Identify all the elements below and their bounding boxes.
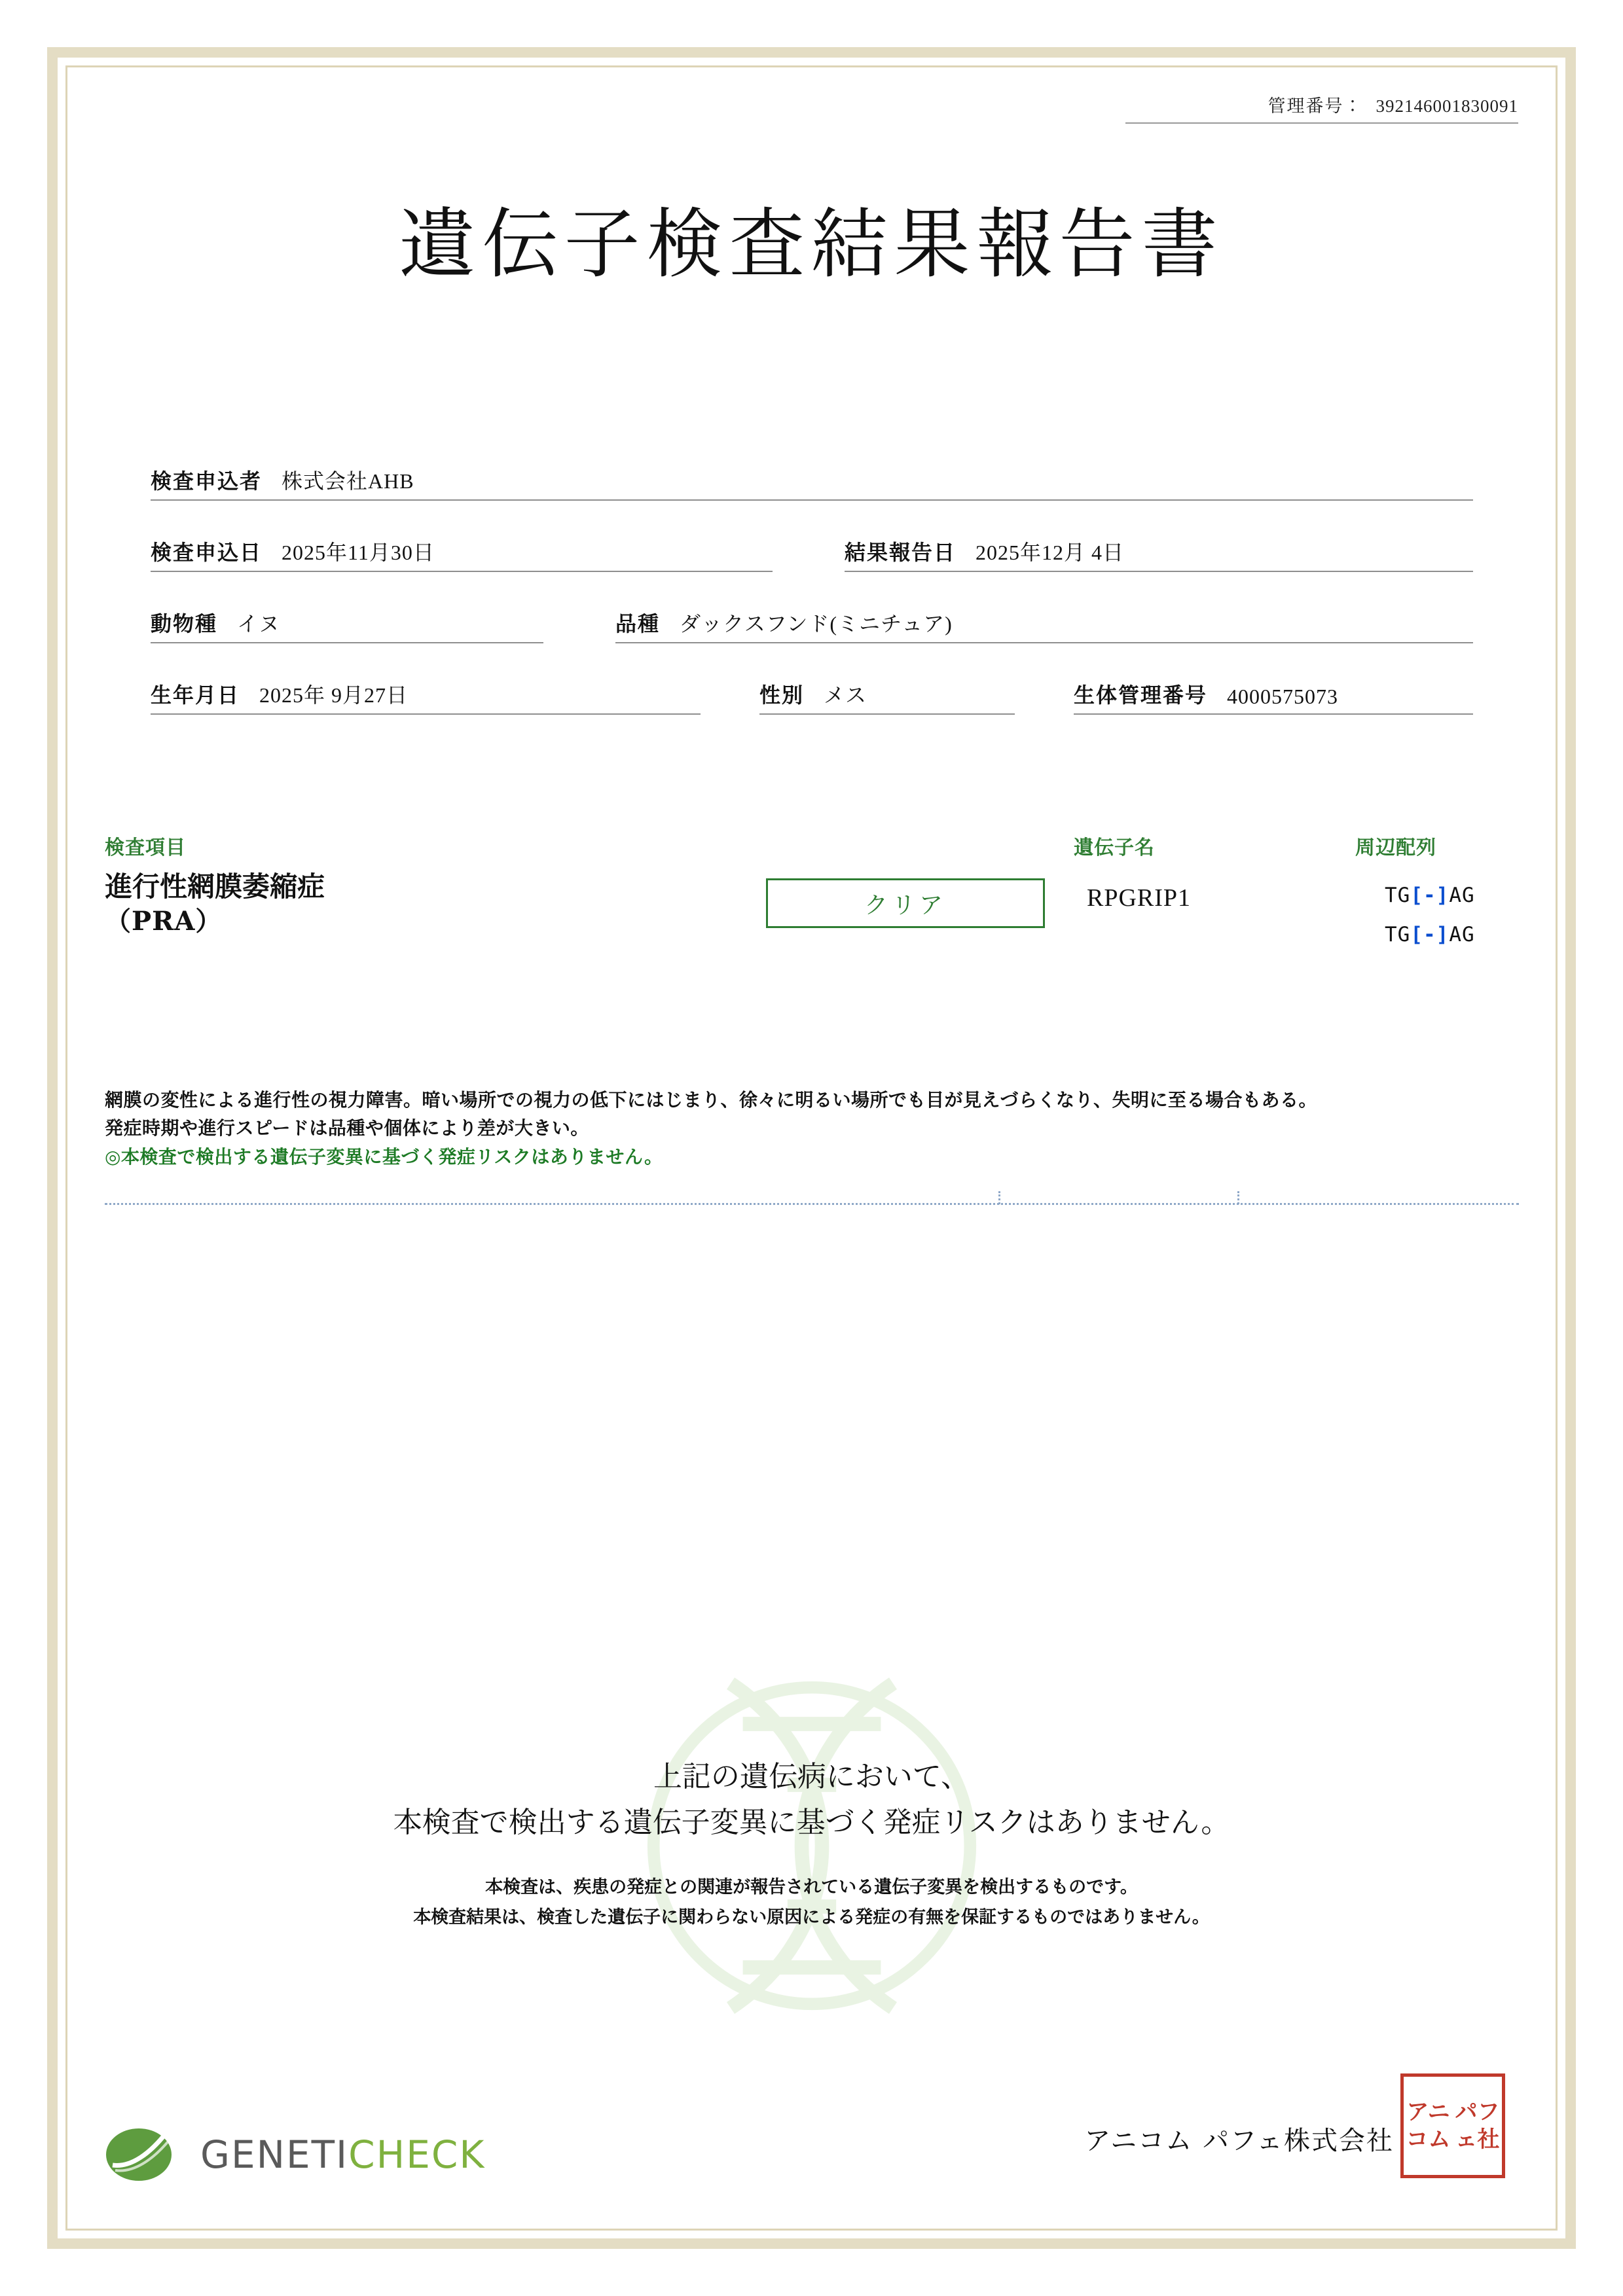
field-apply-date-label: 検査申込日 xyxy=(151,541,263,564)
field-breed xyxy=(615,607,1473,643)
seal-char-3: コム xyxy=(1406,2126,1451,2153)
description-line-2: 発症時期や進行スピードは品種や個体により差が大きい。 xyxy=(105,1119,589,1139)
seal-char-2: パフ xyxy=(1455,2098,1500,2125)
disease-name xyxy=(105,869,325,938)
summary-notes xyxy=(92,1873,1531,1933)
company-name: アニコム パフェ株式会社 xyxy=(1084,2126,1394,2156)
field-report-date-label: 結果報告日 xyxy=(845,541,957,564)
disease-name-sub: （PRA） xyxy=(105,905,223,937)
control-number-row xyxy=(1125,92,1518,124)
field-report-date xyxy=(845,536,1473,572)
report-content xyxy=(92,79,1531,2217)
field-birth-label: 生年月日 xyxy=(151,683,240,707)
summary-line-2: 本検査で検出する遺伝子変異に基づく発症リスクはありません。 xyxy=(393,1806,1230,1840)
applicant-info-block xyxy=(151,465,1473,750)
field-birth xyxy=(151,679,701,715)
page-title: 遺伝子検査結果報告書 xyxy=(399,200,1224,289)
judgement-text: クリア xyxy=(864,891,947,919)
leaf-logo-icon xyxy=(105,2125,189,2185)
info-row-species xyxy=(151,607,1473,643)
field-birth-value: 2025年 9月27日 xyxy=(259,683,409,707)
field-apply-date xyxy=(151,536,773,572)
geneticheck-logo xyxy=(105,2125,485,2185)
info-row-birth xyxy=(151,679,1473,715)
result-row xyxy=(92,869,1531,1000)
divider-tick xyxy=(1237,1191,1239,1204)
info-row-applicant xyxy=(151,465,1473,501)
logo-text-geneti: GENETI xyxy=(200,2132,349,2177)
gene-name: RPGRIP1 xyxy=(1087,884,1192,912)
column-header-item: 検査項目 xyxy=(105,837,186,859)
field-animal-id xyxy=(1074,679,1473,715)
info-row-dates xyxy=(151,536,1473,572)
description-risk-line: ◎本検査で検出する遺伝子変異に基づく発症リスクはありません。 xyxy=(105,1147,663,1168)
sequence-list xyxy=(1385,876,1475,955)
field-applicant-value: 株式会社AHB xyxy=(282,469,414,493)
seal-char-1: アニ xyxy=(1406,2098,1450,2125)
field-breed-label: 品種 xyxy=(615,612,661,636)
disease-name-main: 進行性網膜萎縮症 xyxy=(105,870,325,903)
summary-note-1: 本検査は、疾患の発症との関連が報告されている遺伝子変異を検出するものです。 xyxy=(485,1876,1138,1897)
sequence-mutation: [-] xyxy=(1410,923,1450,947)
control-number-value: 392146001830091 xyxy=(1376,96,1518,116)
column-header-gene: 遺伝子名 xyxy=(1074,837,1155,859)
sequence-left: TG xyxy=(1385,923,1411,947)
field-breed-value: ダックスフンド(ミニチュア) xyxy=(680,612,953,636)
field-sex-value: メス xyxy=(824,683,867,707)
sequence-right: AG xyxy=(1449,884,1475,907)
field-species xyxy=(151,607,543,643)
control-number-label: 管理番号： xyxy=(1267,96,1363,116)
section-divider xyxy=(105,1203,1519,1205)
company-seal xyxy=(1400,2073,1505,2178)
summary-line-1: 上記の遺伝病において、 xyxy=(653,1760,970,1793)
field-applicant xyxy=(151,465,1473,501)
logo-text-check: CHECK xyxy=(348,2132,486,2177)
summary-block xyxy=(92,1754,1531,1933)
field-species-label: 動物種 xyxy=(151,612,218,636)
field-applicant-label: 検査申込者 xyxy=(151,469,263,493)
logo-wordmark xyxy=(200,2132,485,2177)
sequence-mutation: [-] xyxy=(1410,884,1450,907)
sequence-right: AG xyxy=(1449,923,1475,947)
field-report-date-value: 2025年12月 4日 xyxy=(976,541,1125,564)
result-column-headers xyxy=(92,831,1531,860)
field-species-value: イヌ xyxy=(237,612,281,636)
sequence-row xyxy=(1385,876,1475,915)
summary-note-2: 本検査結果は、検査した遺伝子に関わらない原因による発症の有無を保証するものではありません。 xyxy=(413,1907,1210,1928)
seal-char-4: ェ社 xyxy=(1455,2126,1500,2153)
sequence-left: TG xyxy=(1385,884,1411,907)
sequence-row xyxy=(1385,915,1475,954)
field-animal-id-value: 4000575073 xyxy=(1227,685,1339,708)
judgement-badge xyxy=(766,878,1045,928)
report-footer xyxy=(92,2054,1531,2198)
test-result-section xyxy=(92,831,1531,1000)
field-sex xyxy=(759,679,1015,715)
description-line-1: 網膜の変性による進行性の視力障害。暗い場所での視力の低下にはじまり、徐々に明るい場所でも目が見えづらくなり、失明に至る場合もある。 xyxy=(105,1090,1317,1111)
field-apply-date-value: 2025年11月30日 xyxy=(282,541,435,564)
column-header-sequence: 周辺配列 xyxy=(1355,837,1436,859)
field-sex-label: 性別 xyxy=(759,683,805,707)
field-animal-id-label: 生体管理番号 xyxy=(1074,683,1208,707)
disease-description xyxy=(105,1086,1519,1172)
divider-tick xyxy=(998,1191,1000,1204)
